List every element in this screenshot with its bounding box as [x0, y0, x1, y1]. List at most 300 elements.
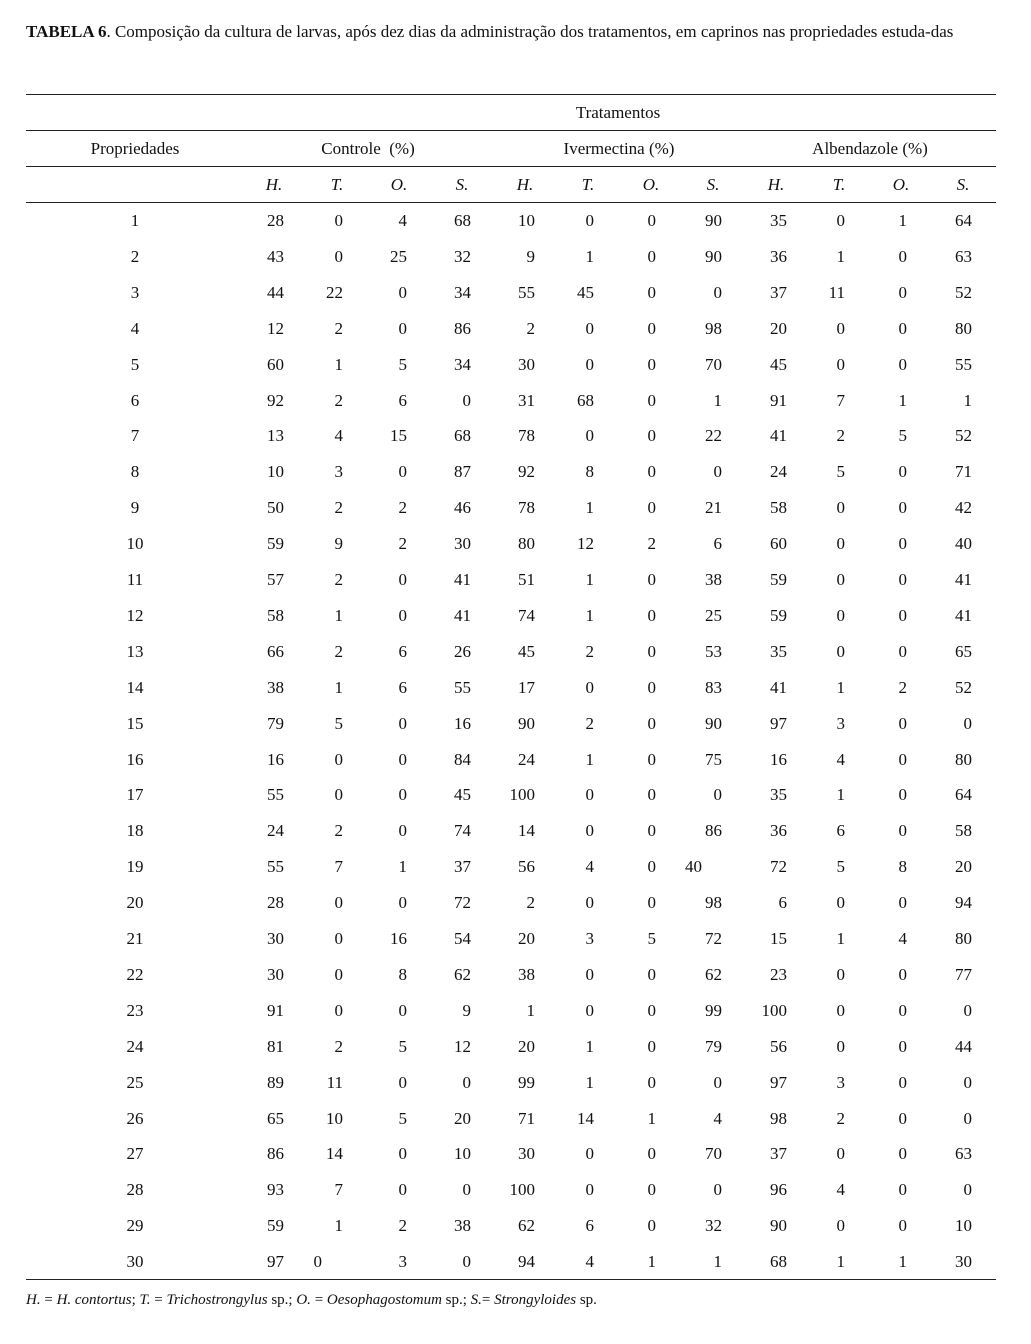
table-cell: 22 — [705, 426, 722, 445]
table-cell: 0 — [647, 750, 656, 769]
table-cell: 2 — [898, 678, 907, 697]
table-cell: 1 — [334, 606, 343, 625]
group-controle: Controle (%) — [321, 139, 415, 158]
table-cell: 98 — [770, 1109, 787, 1128]
table-cell: 4 — [713, 1109, 722, 1128]
table-cell: 0 — [898, 355, 907, 374]
table-cell: 11 — [828, 283, 845, 302]
table-cell: 5 — [647, 929, 656, 948]
fn-sep1: ; — [131, 1292, 140, 1308]
table-cell: 0 — [398, 821, 407, 840]
table-cell: 90 — [705, 247, 722, 266]
table-cell: 41 — [454, 606, 471, 625]
table-cell: 0 — [898, 785, 907, 804]
fn-h-abbr: H. — [26, 1292, 41, 1308]
table-cell: 100 — [509, 785, 535, 804]
table-cell: 2 — [398, 534, 407, 553]
table-cell: 0 — [898, 1180, 907, 1199]
table-cell: 5 — [398, 1109, 407, 1128]
table-cell: 24 — [518, 750, 535, 769]
table-cell: 78 — [518, 426, 535, 445]
table-cell: 23 — [770, 965, 787, 984]
table-cell: 74 — [454, 821, 471, 840]
property-number: 22 — [126, 965, 144, 984]
table-cell: 62 — [518, 1216, 535, 1235]
table-cell: 0 — [713, 1180, 722, 1199]
table-cell: 2 — [334, 821, 343, 840]
property-number: 12 — [126, 606, 144, 625]
table-cell: 20 — [955, 857, 972, 876]
table-cell: 91 — [267, 1001, 284, 1020]
table-cell: 0 — [398, 893, 407, 912]
table-cell: 71 — [518, 1109, 535, 1128]
table-cell: 14 — [577, 1109, 594, 1128]
table-cell: 2 — [398, 498, 407, 517]
table-cell: 50 — [267, 498, 284, 517]
fn-eq2: = — [150, 1292, 167, 1308]
table-cell: 41 — [770, 678, 787, 697]
table-cell: 0 — [963, 1073, 972, 1092]
table-cell: 15 — [770, 929, 787, 948]
table-cell: 0 — [898, 498, 907, 517]
table-cell: 0 — [647, 714, 656, 733]
row-header: Propriedades — [90, 139, 180, 158]
table-cell: 0 — [647, 642, 656, 661]
table-cell: 2 — [398, 1216, 407, 1235]
table-cell: 58 — [770, 498, 787, 517]
table-cell: 72 — [705, 929, 722, 948]
fn-t-abbr: T. — [139, 1292, 151, 1308]
table-cell: 8 — [398, 965, 407, 984]
table-cell: 93 — [267, 1180, 284, 1199]
table-cell: 59 — [770, 570, 787, 589]
table-cell: 0 — [462, 1180, 471, 1199]
property-number: 8 — [130, 462, 140, 481]
table-cell: 0 — [836, 893, 845, 912]
table-cell: 1 — [647, 1109, 656, 1128]
table-cell: 0 — [647, 355, 656, 374]
table-cell: 0 — [713, 785, 722, 804]
table-cell: 41 — [955, 570, 972, 589]
table-cell: 65 — [267, 1109, 284, 1128]
property-number: 7 — [130, 426, 140, 445]
table-cell: 0 — [585, 426, 594, 445]
table-cell: 91 — [770, 391, 787, 410]
table-cell: 0 — [836, 1144, 845, 1163]
table-cell: 0 — [898, 821, 907, 840]
table-cell: 1 — [334, 678, 343, 697]
table-cell: 21 — [705, 498, 722, 517]
fn-eq3: = — [310, 1292, 327, 1308]
table-cell: 13 — [267, 426, 284, 445]
table-cell: 59 — [267, 534, 284, 553]
table-cell: 6 — [398, 678, 407, 697]
table-cell: 45 — [454, 785, 471, 804]
table-cell: 58 — [267, 606, 284, 625]
table-cell: 9 — [462, 1001, 471, 1020]
table-caption — [26, 20, 998, 44]
table-cell: 58 — [955, 821, 972, 840]
table-cell: 36 — [770, 821, 787, 840]
table-cell: 0 — [963, 1180, 972, 1199]
table-cell: 80 — [955, 929, 972, 948]
table-cell: 90 — [705, 211, 722, 230]
table-cell: 1 — [836, 785, 845, 804]
table-cell: 1 — [836, 929, 845, 948]
table-cell: 22 — [326, 283, 343, 302]
table-cell: 65 — [955, 642, 972, 661]
table-cell: 0 — [585, 1144, 594, 1163]
table-cell: 8 — [585, 462, 594, 481]
table-cell: 97 — [267, 1252, 284, 1271]
table-cell: 79 — [267, 714, 284, 733]
table-cell: 8 — [898, 857, 907, 876]
table-cell: 0 — [898, 1037, 907, 1056]
table-cell: 6 — [778, 893, 787, 912]
property-number: 30 — [126, 1252, 144, 1271]
property-number: 15 — [126, 714, 144, 733]
table-cell: 0 — [647, 283, 656, 302]
table-cell: 0 — [836, 319, 845, 338]
property-number: 23 — [126, 1001, 144, 1020]
table-cell: 0 — [836, 606, 845, 625]
table-cell: 12 — [577, 534, 594, 553]
table-cell: 10 — [267, 462, 284, 481]
table-cell: 16 — [267, 750, 284, 769]
table-cell: 2 — [526, 319, 535, 338]
table-cell: 71 — [955, 462, 972, 481]
table-cell: 51 — [518, 570, 535, 589]
subheader-t-2: T. — [581, 175, 595, 194]
table-cell: 1 — [334, 1216, 343, 1235]
subheader-s-3: S. — [956, 175, 970, 194]
table-cell: 24 — [770, 462, 787, 481]
table-cell: 80 — [955, 319, 972, 338]
subheader-o-1: O. — [390, 175, 408, 194]
table-cell: 17 — [518, 678, 535, 697]
table-cell: 37 — [454, 857, 471, 876]
table-cell: 38 — [267, 678, 284, 697]
table-cell: 2 — [836, 1109, 845, 1128]
table-cell: 0 — [898, 319, 907, 338]
table-cell: 1 — [898, 391, 907, 410]
table-cell: 11 — [326, 1073, 343, 1092]
table-cell: 68 — [770, 1252, 787, 1271]
table-cell: 44 — [267, 283, 284, 302]
table-cell: 5 — [836, 857, 845, 876]
table-cell: 80 — [955, 750, 972, 769]
table-cell: 0 — [647, 498, 656, 517]
fn-s-abbr: S. — [470, 1292, 482, 1308]
table-cell: 80 — [518, 534, 535, 553]
table-cell: 0 — [398, 1180, 407, 1199]
table-cell: 9 — [526, 247, 535, 266]
table-cell: 3 — [585, 929, 594, 948]
table-cell: 14 — [326, 1144, 343, 1163]
table-cell: 0 — [647, 1037, 656, 1056]
table-cell: 0 — [647, 678, 656, 697]
table-cell: 0 — [585, 1180, 594, 1199]
caption-label: TABELA 6 — [26, 22, 107, 41]
table-cell: 96 — [770, 1180, 787, 1199]
table-cell: 0 — [398, 785, 407, 804]
table-cell: 0 — [462, 1073, 471, 1092]
table-cell: 99 — [705, 1001, 722, 1020]
table-cell: 60 — [770, 534, 787, 553]
table-cell: 66 — [267, 642, 284, 661]
table-cell: 0 — [647, 462, 656, 481]
table-cell: 0 — [647, 1180, 656, 1199]
table-cell: 94 — [518, 1252, 535, 1271]
table-cell: 0 — [898, 283, 907, 302]
table-cell: 59 — [770, 606, 787, 625]
property-number: 2 — [130, 247, 140, 266]
table-cell: 5 — [836, 462, 845, 481]
table-cell: 3 — [836, 714, 845, 733]
table-cell: 1 — [526, 1001, 535, 1020]
table-cell: 0 — [585, 678, 594, 697]
table-cell: 2 — [647, 534, 656, 553]
table-cell: 2 — [334, 498, 343, 517]
property-number: 4 — [130, 319, 140, 338]
group-albendazole: Albendazole (%) — [812, 139, 928, 158]
table-cell: 14 — [518, 821, 535, 840]
table-cell: 20 — [770, 319, 787, 338]
table-cell: 40 — [955, 534, 972, 553]
table-cell: 0 — [713, 1073, 722, 1092]
subheader-h-1: H. — [265, 175, 283, 194]
table-cell: 30 — [518, 355, 535, 374]
table-cell: 0 — [398, 570, 407, 589]
table-cell: 0 — [898, 1144, 907, 1163]
table-cell: 41 — [955, 606, 972, 625]
table-cell: 2 — [585, 642, 594, 661]
table-cell: 0 — [713, 462, 722, 481]
table-cell: 10 — [518, 211, 535, 230]
table-cell: 0 — [398, 319, 407, 338]
table-cell: 0 — [334, 1001, 343, 1020]
table-cell: 0 — [898, 642, 907, 661]
property-number: 21 — [126, 929, 144, 948]
table-cell: 1 — [898, 1252, 907, 1271]
table-cell: 0 — [898, 893, 907, 912]
fn-sp2: sp.; — [441, 1292, 471, 1308]
table-cell: 2 — [334, 319, 343, 338]
table-cell: 9 — [334, 534, 343, 553]
table-cell: 0 — [647, 785, 656, 804]
table-cell: 0 — [647, 1073, 656, 1092]
subheader-s-1: S. — [455, 175, 469, 194]
table-cell: 0 — [462, 1252, 471, 1271]
table-cell: 1 — [334, 355, 343, 374]
table-cell: 35 — [770, 642, 787, 661]
fn-t-name: Trichostrongylus — [166, 1292, 268, 1308]
table-cell: 0 — [836, 534, 845, 553]
table-cell: 34 — [454, 355, 471, 374]
group-ivermectina: Ivermectina (%) — [563, 139, 675, 158]
table-cell: 70 — [705, 1144, 722, 1163]
table-cell: 24 — [267, 821, 284, 840]
table-cell: 25 — [390, 247, 407, 266]
table-cell: 46 — [454, 498, 471, 517]
table-cell: 4 — [398, 211, 407, 230]
table-cell: 30 — [454, 534, 471, 553]
table-cell: 3 — [334, 462, 343, 481]
subheader-o-3: O. — [892, 175, 910, 194]
table-cell: 4 — [585, 857, 594, 876]
property-number: 27 — [126, 1144, 144, 1163]
table-cell: 45 — [577, 283, 594, 302]
fn-o-name: Oesophagostomum — [326, 1292, 442, 1308]
table-cell: 90 — [705, 714, 722, 733]
table-cell: 92 — [267, 391, 284, 410]
fn-h-name: H. contortus — [56, 1292, 132, 1308]
table-cell: 0 — [898, 1073, 907, 1092]
table-cell: 1 — [713, 1252, 722, 1271]
table-cell: 79 — [705, 1037, 722, 1056]
table-cell: 83 — [705, 678, 722, 697]
property-number: 28 — [126, 1180, 144, 1199]
table-cell: 7 — [836, 391, 845, 410]
table-cell: 5 — [398, 1037, 407, 1056]
table-cell: 0 — [398, 606, 407, 625]
table-cell: 0 — [898, 1216, 907, 1235]
table-cell: 62 — [705, 965, 722, 984]
table-cell: 0 — [334, 929, 343, 948]
table-cell: 2 — [526, 893, 535, 912]
table-cell: 2 — [334, 570, 343, 589]
table-footnote — [26, 1290, 597, 1310]
table-cell: 0 — [334, 750, 343, 769]
table-cell: 0 — [898, 714, 907, 733]
table-cell: 98 — [705, 893, 722, 912]
table-cell: 7 — [334, 1180, 343, 1199]
table-cell: 26 — [454, 642, 471, 661]
table-cell: 30 — [955, 1252, 972, 1271]
table-cell: 0 — [585, 821, 594, 840]
table-cell: 0 — [836, 642, 845, 661]
table-cell: 30 — [518, 1144, 535, 1163]
table-cell: 0 — [585, 893, 594, 912]
property-number: 18 — [126, 821, 144, 840]
table-cell: 0 — [647, 965, 656, 984]
table-cell: 0 — [585, 211, 594, 230]
table-cell: 42 — [955, 498, 972, 517]
subheader-o-2: O. — [642, 175, 660, 194]
table-cell: 20 — [518, 1037, 535, 1056]
table-cell: 0 — [963, 1109, 972, 1128]
table-cell: 28 — [267, 211, 284, 230]
table-cell: 40 — [685, 857, 702, 876]
table-cell: 52 — [955, 283, 972, 302]
table-cell: 1 — [585, 606, 594, 625]
table-cell: 86 — [267, 1144, 284, 1163]
table-cell: 97 — [770, 714, 787, 733]
table-cell: 55 — [454, 678, 471, 697]
property-number: 14 — [126, 678, 144, 697]
table-cell: 0 — [647, 247, 656, 266]
property-number: 9 — [130, 498, 140, 517]
table-cell: 1 — [647, 1252, 656, 1271]
table-cell: 1 — [585, 750, 594, 769]
table-cell: 28 — [267, 893, 284, 912]
table-cell: 74 — [518, 606, 535, 625]
table-cell: 56 — [518, 857, 535, 876]
table-cell: 43 — [267, 247, 284, 266]
table-cell: 0 — [963, 714, 972, 733]
table-cell: 1 — [836, 247, 845, 266]
table-cell: 0 — [398, 1001, 407, 1020]
table-cell: 41 — [454, 570, 471, 589]
table-cell: 0 — [647, 570, 656, 589]
table-cell: 20 — [454, 1109, 471, 1128]
fn-s-name: Strongyloides — [494, 1292, 577, 1308]
table-cell: 0 — [334, 211, 343, 230]
table-cell: 0 — [398, 283, 407, 302]
table-cell: 20 — [518, 929, 535, 948]
table-cell: 0 — [963, 1001, 972, 1020]
fn-o-abbr: O. — [296, 1292, 311, 1308]
property-number: 1 — [130, 211, 140, 230]
table-cell: 63 — [955, 247, 972, 266]
table-cell: 90 — [770, 1216, 787, 1235]
table-cell: 1 — [585, 1037, 594, 1056]
table-cell: 72 — [454, 893, 471, 912]
property-number: 5 — [130, 355, 140, 374]
table-cell: 7 — [334, 857, 343, 876]
subheader-t-3: T. — [832, 175, 846, 194]
table-cell: 78 — [518, 498, 535, 517]
table-cell: 81 — [267, 1037, 284, 1056]
table-cell: 55 — [267, 857, 284, 876]
table-cell: 68 — [454, 211, 471, 230]
header-bottom-rule — [26, 202, 996, 203]
table-cell: 0 — [898, 570, 907, 589]
table-cell: 30 — [267, 929, 284, 948]
top-rule — [26, 94, 996, 95]
group-rule — [26, 130, 996, 131]
table-cell: 10 — [326, 1109, 343, 1128]
table-cell: 5 — [334, 714, 343, 733]
table-cell: 84 — [454, 750, 471, 769]
table-cell: 25 — [705, 606, 722, 625]
table-cell: 45 — [518, 642, 535, 661]
table-cell: 52 — [955, 678, 972, 697]
table-cell: 55 — [518, 283, 535, 302]
table-cell: 38 — [518, 965, 535, 984]
table-cell: 31 — [518, 391, 535, 410]
table-cell: 72 — [770, 857, 787, 876]
table-cell: 64 — [955, 785, 972, 804]
table-cell: 0 — [898, 750, 907, 769]
table-cell: 1 — [963, 391, 972, 410]
table-cell: 68 — [577, 391, 594, 410]
table-cell: 4 — [836, 1180, 845, 1199]
table-cell: 0 — [398, 714, 407, 733]
table-cell: 86 — [454, 319, 471, 338]
table-cell: 0 — [334, 893, 343, 912]
table-cell: 0 — [898, 606, 907, 625]
table-cell: 0 — [334, 785, 343, 804]
table-cell: 1 — [585, 247, 594, 266]
table-cell: 97 — [770, 1073, 787, 1092]
table-cell: 70 — [705, 355, 722, 374]
table-cell: 60 — [267, 355, 284, 374]
table-cell: 1 — [898, 211, 907, 230]
table-cell: 10 — [454, 1144, 471, 1163]
table-cell: 0 — [898, 247, 907, 266]
table-cell: 6 — [713, 534, 722, 553]
